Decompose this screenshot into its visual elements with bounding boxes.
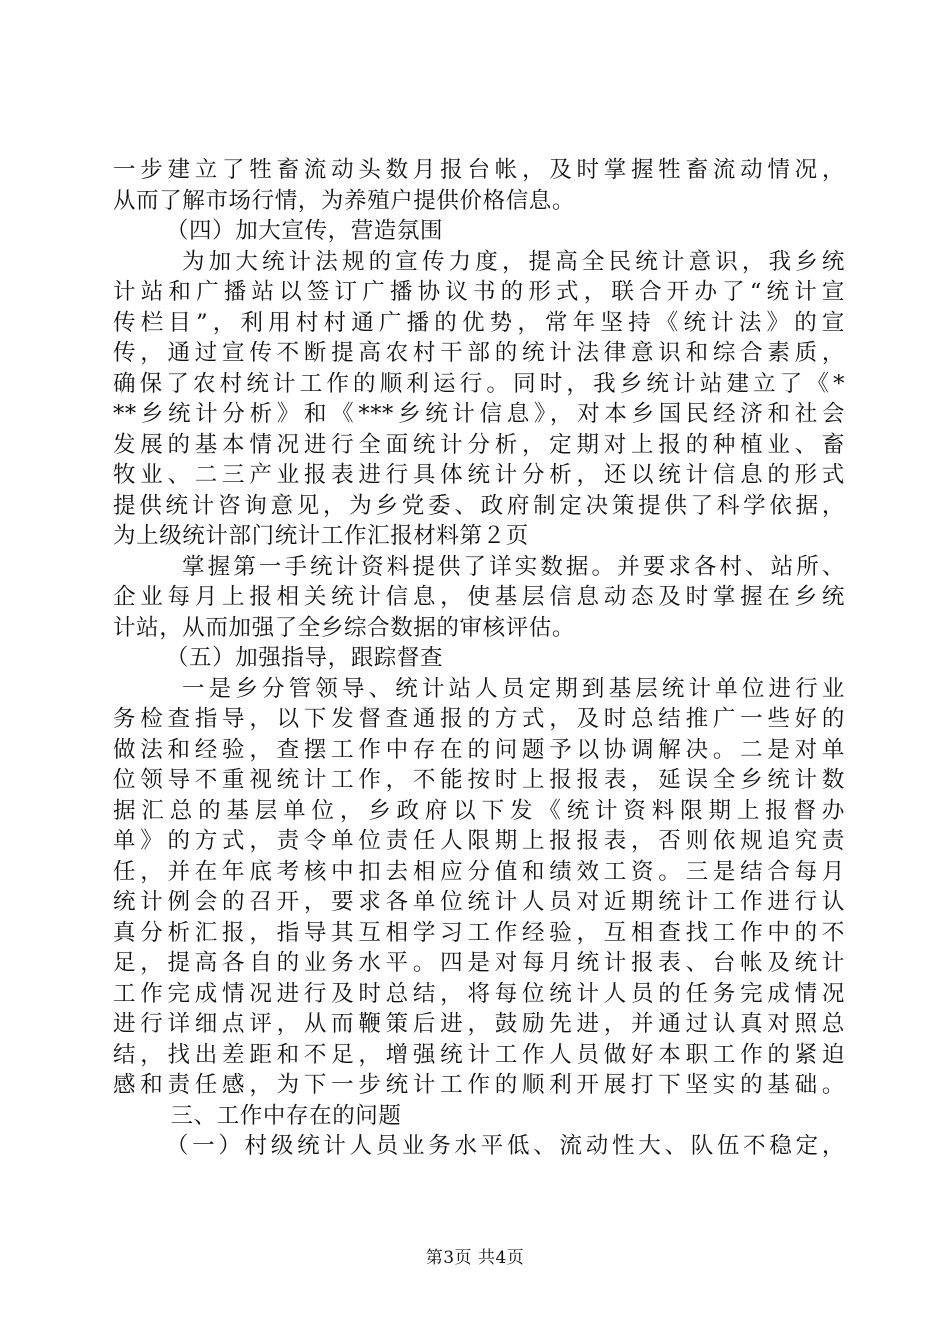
text-line: 结，找出差距和不足，增强统计工作人员做好本职工作的紧迫 [113,1041,845,1068]
text-line: 单》的方式，责令单位责任人限期上报报表，否则依规追究责 [113,828,845,854]
text-line: 发展的基本情况进行全面统计分析，定期对上报的种植业、畜 [113,431,845,458]
text-line: （五）加强指导，跟踪督查 [165,645,444,671]
text-line: 位领导不重视统计工作，不能按时上报报表，延误全乡统计数 [113,767,845,793]
text-line: 传栏目”，利用村村通广播的优势，常年坚持《统计法》的宣 [113,309,845,336]
text-line: 足，提高各自的业务水平。四是对每月统计报表、台帐及统计 [113,950,845,976]
text-line: 企业每月上报相关统计信息，使基层信息动态及时掌握在乡统 [113,584,845,610]
text-line: 真分析汇报，指导其互相学习工作经验，互相查找工作中的不 [113,919,845,946]
text-line: **乡统计分析》和《***乡统计信息》，对本乡国民经济和社会 [113,401,845,427]
text-line: 进行详细点评，从而鞭策后进，鼓励先进，并通过认真对照总 [113,1011,845,1037]
page-footer: 第3页 共4页 [425,1248,525,1268]
text-line: 做法和经验，查摆工作中存在的问题予以协调解决。二是对单 [113,736,845,763]
text-line: （四）加大宣传，营造氛围 [165,218,444,244]
text-line: （一）村级统计人员业务水平低、流动性大、队伍不稳定， [165,1133,845,1159]
text-line: 据汇总的基层单位，乡政府以下发《统计资料限期上报督办 [113,797,845,824]
text-line: 掌握第一手统计资料提供了详实数据。并要求各村、站所、 [182,553,845,580]
text-line: 务检查指导，以下发督查通报的方式，及时总结推广一些好的 [113,706,845,732]
text-line: 提供统计咨询意见，为乡党委、政府制定决策提供了科学依据， [113,492,845,519]
text-line: 感和责任感，为下一步统计工作的顺利开展打下坚实的基础。 [113,1072,845,1098]
text-line: 为上级统计部门统计工作汇报材料第２页 [113,523,529,549]
text-line: 统计例会的召开，要求各单位统计人员对近期统计工作进行认 [113,889,845,915]
text-line: 任，并在年底考核中扣去相应分值和绩效工资。三是结合每月 [113,858,845,885]
text-line: 一步建立了牲畜流动头数月报台帐，及时掌握牲畜流动情况， [113,157,845,183]
text-line: 三、工作中存在的问题 [170,1102,402,1129]
text-line: 计站，从而加强了全乡综合数据的审核评估。 [113,614,576,641]
text-line: 工作完成情况进行及时总结，将每位统计人员的任务完成情况 [113,980,845,1007]
text-line: 从而了解市场行情，为养殖户提供价格信息。 [113,187,576,214]
text-line: 传，通过宣传不断提高农村干部的统计法律意识和综合素质， [113,340,845,366]
text-line: 为加大统计法规的宣传力度，提高全民统计意识，我乡统 [182,248,845,275]
document-body [113,155,845,1162]
text-line: 计站和广播站以签订广播协议书的形式，联合开办了“统计宣 [113,279,845,305]
text-line: 一是乡分管领导、统计站人员定期到基层统计单位进行业 [182,675,845,702]
text-line: 确保了农村统计工作的顺利运行。同时，我乡统计站建立了《* [113,370,845,397]
text-line: 牧业、二三产业报表进行具体统计分析，还以统计信息的形式 [113,462,845,488]
